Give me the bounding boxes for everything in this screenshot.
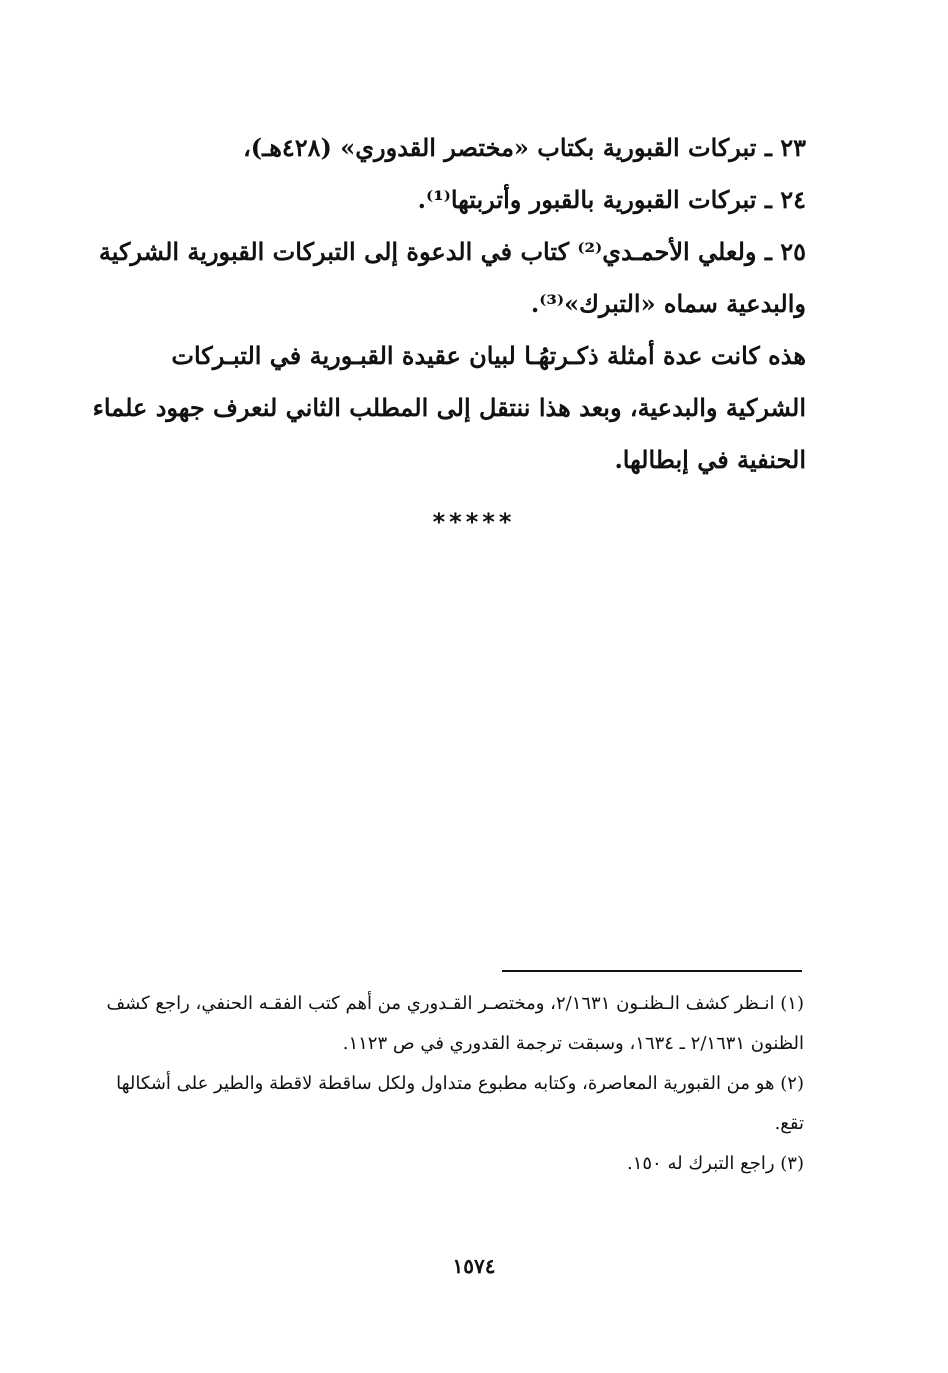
list-item-25: ٢٥ ـ ولعلي الأحمـدي⁽²⁾ كتاب في الدعوة إلى التبركات القبورية الشركية والبدعية سماه «التبرك»⁽³⁾. [98, 237, 806, 318]
main-text [86, 122, 806, 486]
footnote-divider [502, 970, 802, 972]
footnote-1: (١) انـظر كشف الـظنـون ٢/١٦٣١، ومختصـر القـدوري من أهم كتب الفقـه الحنفي، راجع كشف الظنون ٢/١٦٣١ ـ ١٦٣٤، وسبقت ترجمة القدوري في ص ١١٢٣. [106, 993, 804, 1054]
list-item-24: ٢٤ ـ تبركات القبورية بالقبور وأتربتها⁽¹⁾. [417, 185, 806, 214]
footnote-3: (٣) راجع التبرك له ١٥٠. [626, 1153, 804, 1174]
footnote-2: (٢) هو من القبورية المعاصرة، وكتابه مطبوع متداول ولكل ساقطة لاقطة والطير على أشكالها تقع. [116, 1073, 804, 1134]
footnotes [82, 984, 804, 1184]
section-separator: ***** [432, 508, 516, 536]
page-number: ١٥٧٤ [452, 1254, 496, 1278]
body-paragraph: هذه كانت عدة أمثلة ذكـرتهُـا لبيان عقيدة القبـورية في التبـركات الشركية والبدعية، وبعد هذا ننتقل إلى المطلب الثاني لنعرف جهود علماء الحنفية في إبطالها. [92, 341, 806, 474]
list-item-23: ٢٣ ـ تبركات القبورية بكتاب «مختصر القدوري» (٤٢٨هـ)، [243, 133, 806, 162]
